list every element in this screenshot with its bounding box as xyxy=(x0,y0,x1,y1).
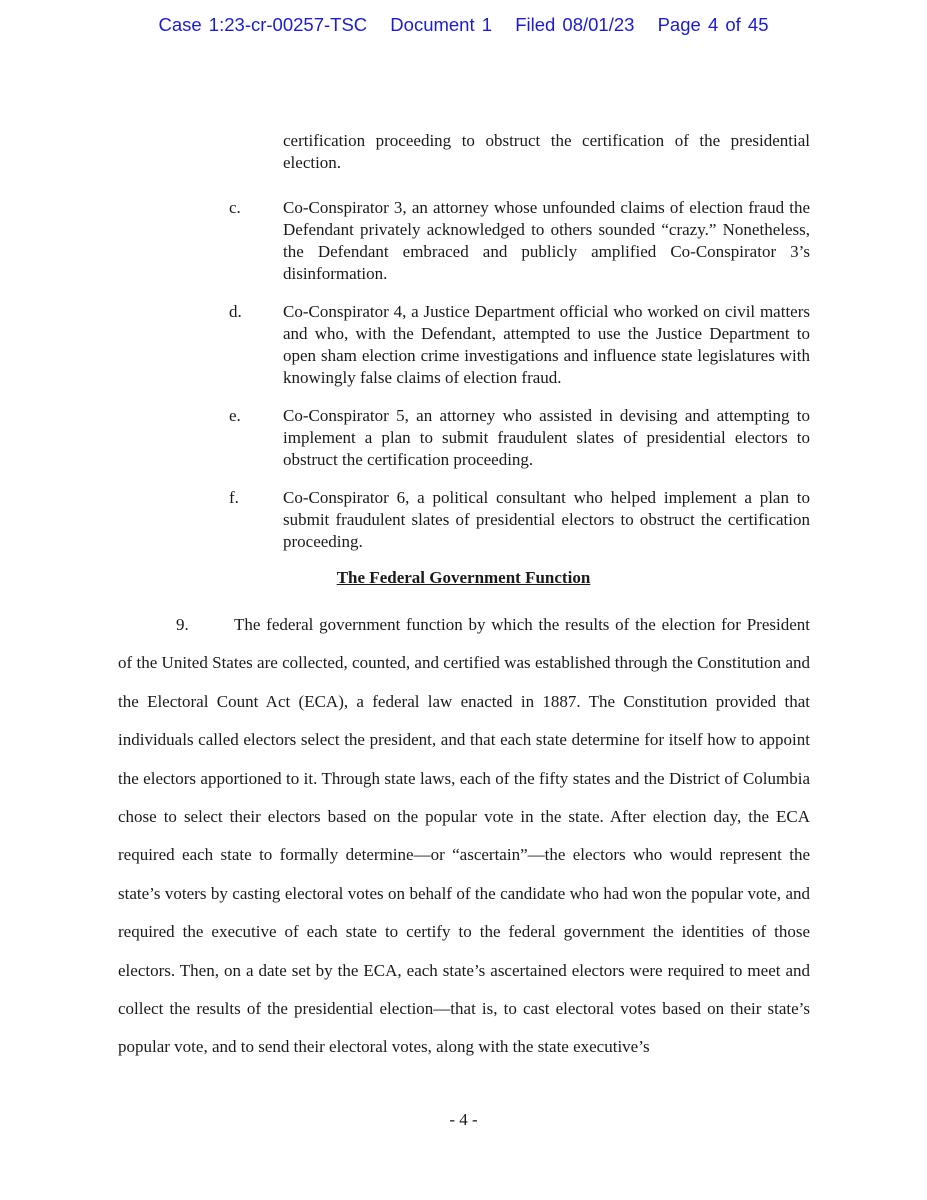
section-heading-text: The Federal Government Function xyxy=(336,568,591,587)
subitem-text: Co-Conspirator 5, an attorney who assisted in devising and attempting to implement a plan to submit fraudulent slates of presidential electors to obstruct the certification proceeding. xyxy=(283,406,810,469)
subitem-text: Co-Conspirator 6, a political consultant who helped implement a plan to submit fraudulent slates of presidential electors to obstruct the certification proceeding. xyxy=(283,488,810,551)
subitem-text: Co-Conspirator 3, an attorney whose unfounded claims of election fraud the Defendant privately acknowledged to others sounded “crazy.” Nonetheless, the Defendant embraced and publicly amplified Co-Conspirator 3’s disinformation. xyxy=(283,198,810,283)
ecf-header xyxy=(0,14,927,36)
paragraph-9 xyxy=(118,606,810,1067)
subitem-letter: d. xyxy=(229,302,242,321)
subitem-text: Co-Conspirator 4, a Justice Department official who worked on civil matters and who, with the Defendant, attempted to use the Justice Department to open sham election crime investigations and influence state legislatures with knowingly false claims of election fraud. xyxy=(283,302,810,387)
case-number: Case 1:23-cr-00257-TSC xyxy=(158,14,368,35)
document-number: Document 1 xyxy=(390,14,493,35)
filed-date: Filed 08/01/23 xyxy=(515,14,635,35)
page-count: Page 4 of 45 xyxy=(657,14,769,35)
section-heading xyxy=(0,568,927,588)
subitem-letter: c. xyxy=(229,198,241,217)
subitem-text: certification proceeding to obstruct the certification of the presidential election. xyxy=(283,131,810,172)
subitem-letter: f. xyxy=(229,488,239,507)
page-number: - 4 - xyxy=(449,1110,478,1129)
paragraph-text: The federal government function by which the results of the election for President of the United States are collected, counted, and certified was established through the Constitution and the Electoral Count Act (ECA), a federal law enacted in 1887. The Constitution provided that individuals called electors select the president, and that each state determine for itself how to appoint the electors apportioned to it. Through state laws, each of the fifty states and the District of Columbia chose to select their electors based on the popular vote in the state. After election day, the ECA required each state to formally determine—or “ascertain”—the electors who would represent the state’s voters by casting electoral votes on behalf of the candidate who had won the popular vote, and required the executive of each state to certify to the federal government the identities of those electors. Then, on a date set by the ECA, each state’s ascertained electors were required to meet and collect the results of the presidential election—that is, to cast electoral votes based on their state’s popular vote, and to send their electoral votes, along with the state executive’s xyxy=(118,615,810,1057)
subitem-letter: e. xyxy=(229,406,241,425)
paragraph-number: 9. xyxy=(176,615,189,634)
